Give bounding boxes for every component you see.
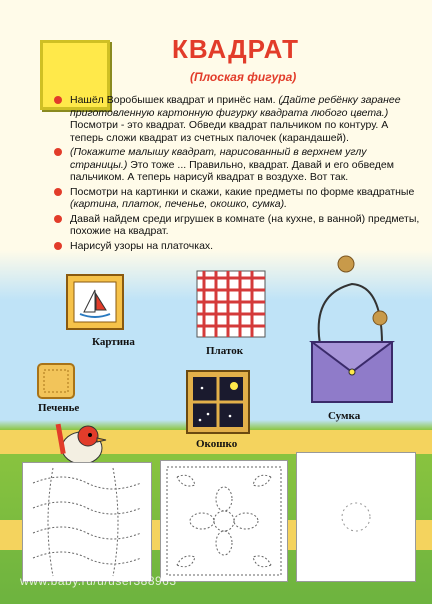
cookie-label: Печенье: [38, 402, 80, 414]
scarf-tile-blank: [296, 452, 416, 582]
bullet-icon: [54, 188, 62, 196]
paragraph-text: (картина, платок, печенье, окошко, сумка).: [70, 198, 288, 210]
paragraph-text: Посмотри - это квадрат. Обведи квадрат пальчиком по контуру. А теперь сложи квадрат из счетных палочек (карандашей).: [70, 119, 389, 144]
paragraph-text: Нарисуй узоры на платочках.: [70, 239, 214, 252]
sparrow-icon: [52, 418, 108, 468]
page-title: КВАДРАТ: [172, 34, 300, 64]
page-subtitle: (Плоская фигура): [190, 70, 297, 84]
instruction-text: [60, 94, 420, 254]
bullet-icon: [54, 96, 62, 104]
painting-label: Картина: [92, 336, 135, 348]
paragraph-text: Это тоже ... Правильно, квадрат. Давай и его обведем пальчиком. А теперь нарисуй квадрат в воздухе. Вот так.: [70, 158, 394, 183]
instruction-paragraph: [60, 186, 420, 211]
instruction-paragraph: [60, 146, 420, 184]
scarf-tile-waves: [22, 462, 152, 582]
paragraph-text: (Дайте ребёнку заранее приготовленную картонную фигурку квадрата любого цвета.): [70, 94, 401, 119]
painting-picture: [66, 274, 124, 330]
paragraph-text: Давай найдем среди игрушек в комнате (на кухне, в ванной) предметы, похожие на квадрат.: [70, 212, 420, 237]
window-label: Окошко: [196, 438, 238, 450]
bag-picture: [302, 254, 398, 404]
instruction-paragraph: [60, 213, 420, 238]
paragraph-text: Посмотри на картинки и скажи, какие предметы по форме квадратные: [70, 185, 415, 198]
paragraph-text: Нашёл Воробышек квадрат и принёс нам.: [70, 94, 279, 106]
bullet-icon: [54, 215, 62, 223]
instruction-paragraph: [60, 240, 420, 253]
scarf-picture: [196, 270, 266, 338]
window-picture: [186, 370, 250, 434]
bullet-icon: [54, 148, 62, 156]
paragraph-text: (Покажите малышу квадрат, нарисованный в верхнем углу страницы.): [70, 146, 367, 171]
bag-label: Сумка: [328, 410, 361, 422]
bullet-icon: [54, 242, 62, 250]
scarf-label: Платок: [206, 345, 244, 357]
instruction-paragraph: [60, 94, 420, 144]
cookie-picture: [36, 362, 76, 400]
watermark: www.baby.ru/u/user388963: [20, 574, 177, 588]
scarf-tile-flower: [160, 460, 288, 582]
